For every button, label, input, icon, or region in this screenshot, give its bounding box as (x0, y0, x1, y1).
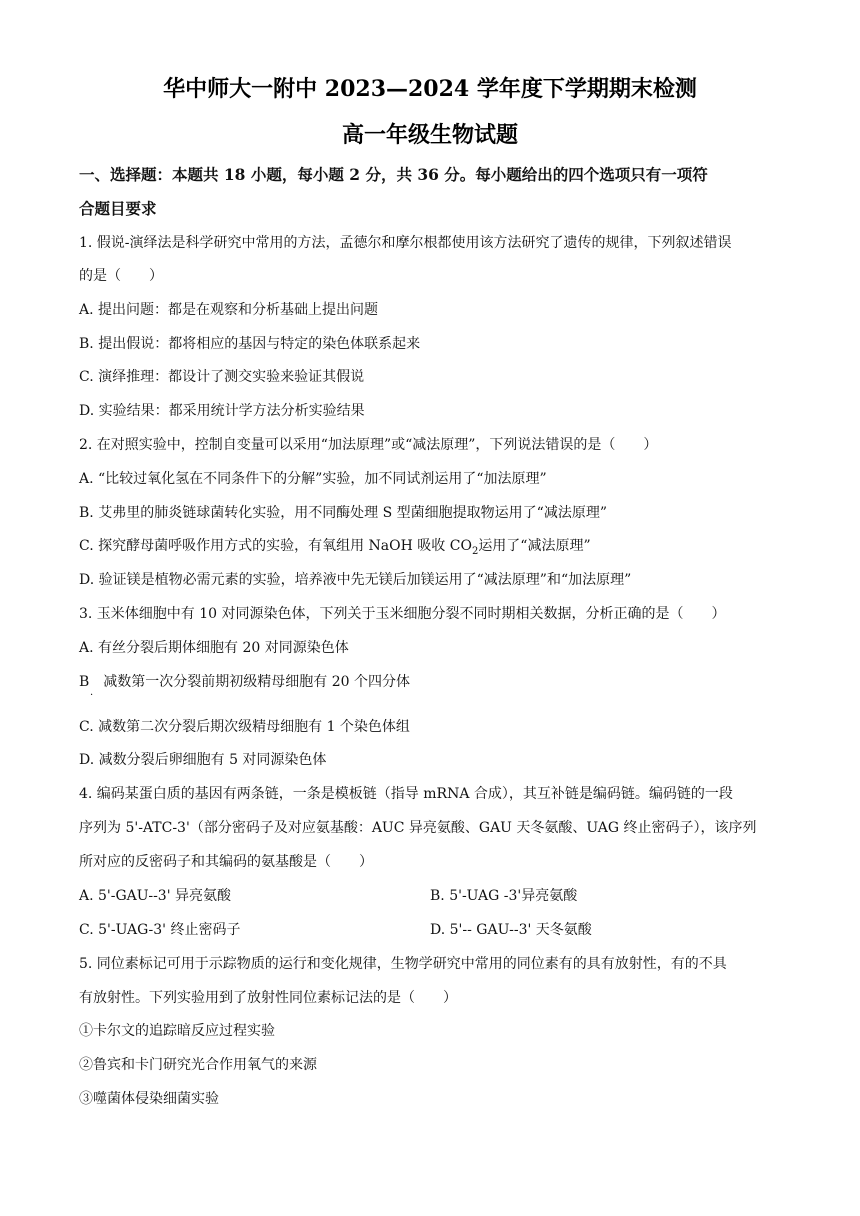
q3-option-a: A. 有丝分裂后期体细胞有 20 对同源染色体 (79, 640, 349, 656)
q5-item-3: ③噬菌体侵染细菌实验 (79, 1091, 219, 1107)
q1-option-a: A. 提出问题：都是在观察和分析基础上提出问题 (79, 302, 379, 318)
q2-option-c-tail: 运用了“减法原理” (478, 538, 591, 554)
q2-stem: 2. 在对照实验中，控制自变量可以采用“加法原理”或“减法原理”，下列说法错误的是（ ） (79, 437, 658, 453)
q4-option-a: A. 5'-GAU--3' 异亮氨酸 (79, 888, 232, 904)
q1-option-b: B. 提出假说：都将相应的基因与特定的染色体联系起来 (79, 336, 421, 352)
q4-stem-line3: 所对应的反密码子和其编码的氨基酸是（ ） (79, 854, 373, 870)
q4-option-b: B. 5'-UAG -3'异亮氨酸 (430, 888, 578, 904)
exam-subtitle: 高一年级生物试题 (341, 122, 518, 148)
q5-item-1: ①卡尔文的追踪暗反应过程实验 (79, 1023, 275, 1039)
q5-stem-line2: 有放射性。下列实验用到了放射性同位素标记法的是（ ） (79, 990, 457, 1006)
q2-option-c (79, 535, 591, 557)
q1-stem-line2: 的是（ ） (79, 268, 163, 284)
q4-option-c: C. 5'-UAG-3' 终止密码子 (79, 922, 241, 938)
q4-stem-line2: 序列为 5'-ATC-3'（部分密码子及对应氨基酸：AUC 异亮氨酸、GAU 天冬氨酸、UAG 终止密码子），该序列 (79, 820, 757, 836)
q4-stem-line1: 4. 编码某蛋白质的基因有两条链，一条是模板链（指导 mRNA 合成），其互补链是编码链。编码链的一段 (79, 786, 733, 802)
q3-option-c: C. 减数第二次分裂后期次级精母细胞有 1 个染色体组 (79, 719, 410, 735)
q1-stem-line1: 1. 假说-演绎法是科学研究中常用的方法，孟德尔和摩尔根都使用该方法研究了遗传的规律，下列叙述错误 (79, 235, 732, 251)
exam-title: 华中师大一附中 2023—2024 学年度下学期期末检测 (163, 76, 697, 102)
q2-option-b: B. 艾弗里的肺炎链球菌转化实验，用不同酶处理 S 型菌细胞提取物运用了“减法原理” (79, 505, 607, 521)
q2-option-c-subscript: 2 (471, 545, 479, 557)
section-heading-line1: 一、选择题：本题共 18 小题，每小题 2 分，共 36 分。每小题给出的四个选项只有一项符 (79, 165, 708, 184)
section-heading-line2: 合题目要求 (79, 199, 157, 218)
q1-option-c: C. 演绎推理：都设计了测交实验来验证其假说 (79, 369, 365, 385)
q4-option-d: D. 5'-- GAU--3' 天冬氨酸 (430, 922, 592, 938)
q2-option-c-text: C. 探究酵母菌呼吸作用方式的实验，有氧组用 NaOH 吸收 CO (79, 538, 472, 554)
q3-option-d: D. 减数分裂后卵细胞有 5 对同源染色体 (79, 752, 327, 768)
q2-option-d: D. 验证镁是植物必需元素的实验，培养液中先无镁后加镁运用了“减法原理”和“加法原理” (79, 572, 632, 588)
q3-stem: 3. 玉米体细胞中有 10 对同源染色体，下列关于玉米细胞分裂不同时期相关数据，分析正确的是（ ） (79, 606, 726, 622)
q2-option-a: A. “比较过氧化氢在不同条件下的分解”实验，加不同试剂运用了“加法原理” (79, 471, 547, 487)
q1-option-d: D. 实验结果：都采用统计学方法分析实验结果 (79, 403, 365, 419)
q5-item-2: ②鲁宾和卡门研究光合作用氧气的来源 (79, 1057, 317, 1073)
q5-stem-line1: 5. 同位素标记可用于示踪物质的运行和变化规律，生物学研究中常用的同位素有的具有放射性，有的不具 (79, 956, 727, 972)
q3-option-b-dot: · (90, 690, 94, 701)
q3-option-b: B 减数第一次分裂前期初级精母细胞有 20 个四分体 (79, 674, 411, 690)
